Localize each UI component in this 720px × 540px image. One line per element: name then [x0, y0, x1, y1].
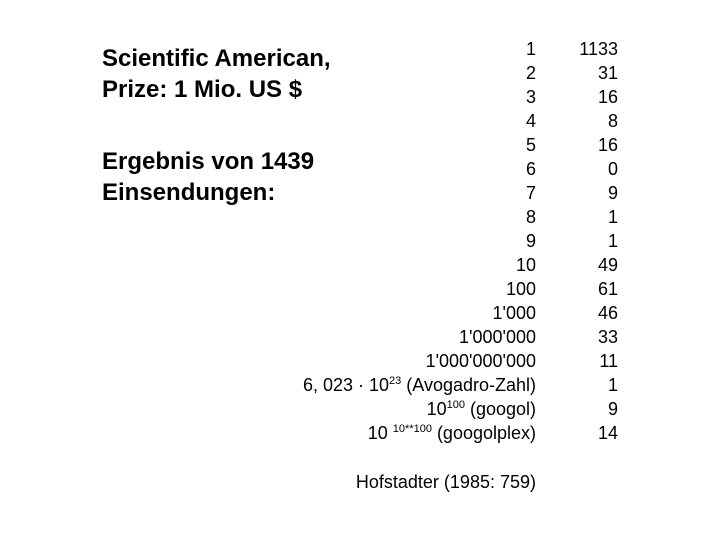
source-citation: Hofstadter (1985: 759) — [355, 472, 536, 492]
count-cell: 16 — [597, 87, 618, 107]
number-exponent: 23 — [389, 375, 402, 387]
number-label: (googol) — [464, 399, 536, 419]
count-cell: 9 — [607, 399, 618, 419]
number-value: 6, 023 · 10 — [302, 375, 390, 395]
number-value: 1'000'000 — [459, 327, 536, 347]
number-cell — [200, 373, 536, 397]
prize-heading-line-2: Prize: 1 Mio. US $ — [102, 76, 303, 103]
count-cell: 16 — [597, 135, 618, 155]
number-cell — [200, 181, 536, 205]
number-label: (Avogadro-Zahl) — [401, 375, 536, 395]
number-cell — [200, 301, 536, 325]
number-value: 5 — [525, 135, 536, 155]
number-value: 9 — [525, 231, 536, 251]
number-label: (googolplex) — [431, 423, 536, 443]
result-heading-line-1: Ergebnis von 1439 — [102, 148, 315, 175]
count-cell: 14 — [597, 423, 618, 443]
count-cell: 1 — [607, 207, 618, 227]
number-value: 7 — [525, 183, 536, 203]
count-cell: 46 — [597, 303, 618, 323]
number-exponent: 10**100 — [392, 423, 432, 435]
number-cell — [200, 109, 536, 133]
number-exponent: 100 — [446, 399, 465, 411]
number-cell — [200, 397, 536, 421]
number-cell — [200, 325, 536, 349]
count-cell: 31 — [597, 63, 618, 83]
number-value: 10 — [367, 423, 393, 443]
number-value: 10 — [426, 399, 447, 419]
number-cell — [200, 421, 536, 445]
number-cell — [200, 349, 536, 373]
number-column — [200, 37, 536, 445]
count-cell: 1133 — [579, 39, 618, 59]
count-cell: 11 — [599, 351, 618, 371]
result-heading-line-2: Einsendungen: — [102, 179, 276, 206]
count-cell: 61 — [597, 279, 618, 299]
count-column — [540, 37, 618, 445]
count-cell: 33 — [597, 327, 618, 347]
number-value: 1'000'000'000 — [425, 351, 536, 371]
number-cell — [200, 253, 536, 277]
number-cell — [200, 61, 536, 85]
number-cell — [200, 37, 536, 61]
number-cell — [200, 277, 536, 301]
number-value: 1 — [525, 39, 536, 59]
number-value: 3 — [525, 87, 536, 107]
count-cell: 1 — [607, 375, 618, 395]
number-value: 1'000 — [492, 303, 536, 323]
count-cell: 0 — [607, 159, 618, 179]
number-cell — [200, 157, 536, 181]
number-value: 2 — [525, 63, 536, 83]
number-cell — [200, 133, 536, 157]
count-cell: 9 — [607, 183, 618, 203]
number-value: 4 — [525, 111, 536, 131]
number-cell — [200, 205, 536, 229]
number-value: 100 — [505, 279, 536, 299]
number-value: 8 — [525, 207, 536, 227]
number-cell — [200, 229, 536, 253]
count-cell: 1 — [607, 231, 618, 251]
count-cell: 49 — [597, 255, 618, 275]
prize-heading-line-1: Scientific American, — [102, 45, 331, 72]
number-value: 10 — [515, 255, 536, 275]
count-cell: 8 — [607, 111, 618, 131]
number-value: 6 — [525, 159, 536, 179]
number-cell — [200, 85, 536, 109]
